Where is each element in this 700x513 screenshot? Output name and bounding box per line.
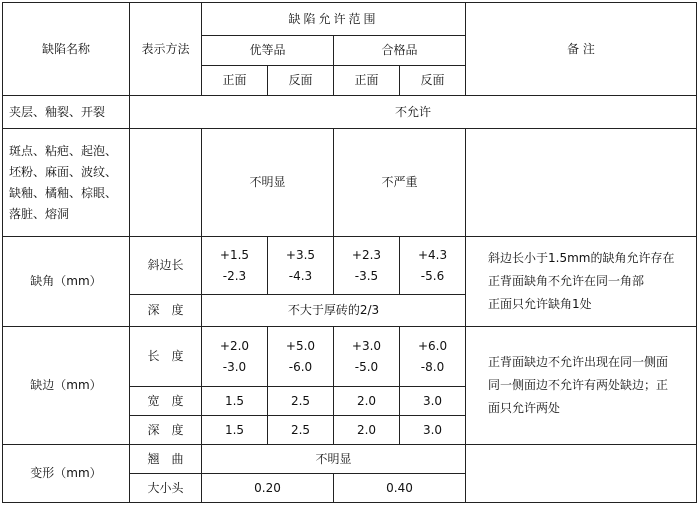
tolerance-upper: +2.0: [219, 338, 250, 353]
deform-size-label: 大小头: [130, 474, 202, 503]
tolerance-upper: +1.5: [219, 247, 250, 262]
tolerance-upper: +2.3: [351, 247, 382, 262]
row-surface-qualified: 不严重: [334, 129, 466, 237]
edge-width-qualified-back: 3.0: [400, 387, 466, 416]
deform-size-qualified: 0.40: [334, 474, 466, 503]
header-qualified-back: 反面: [400, 66, 466, 96]
surface-defects-line: 缺釉、橘釉、棕眼、: [9, 185, 118, 200]
row-surface-method: [130, 129, 202, 237]
corner-depth-label: 深 度: [130, 295, 202, 327]
tolerance-lower: -5.0: [354, 359, 379, 374]
header-premium-front: 正面: [202, 66, 268, 96]
tolerance-upper: +4.3: [417, 247, 448, 262]
edge-depth-premium-front: 1.5: [202, 416, 268, 445]
row-crack-value: 不允许: [130, 96, 697, 129]
tolerance-lower: -3.0: [222, 359, 247, 374]
tolerance-lower: -3.5: [354, 268, 379, 283]
row-crack-name: 夹层、釉裂、开裂: [3, 96, 130, 129]
row-edge-name: 缺边（mm）: [3, 327, 130, 445]
surface-defects-line: 落脏、熔洞: [9, 206, 70, 221]
edge-note-line: 面只允许两处: [488, 400, 561, 415]
tolerance-lower: -6.0: [288, 359, 313, 374]
edge-note-line: 正背面缺边不允许出现在同一侧面: [488, 355, 669, 370]
header-method: 表示方法: [130, 3, 202, 96]
header-defect-name: 缺陷名称: [3, 3, 130, 96]
header-premium-back: 反面: [268, 66, 334, 96]
header-qualified-front: 正面: [334, 66, 400, 96]
tolerance-lower: -4.3: [288, 268, 313, 283]
tolerance-lower: -2.3: [222, 268, 247, 283]
tolerance-upper: +5.0: [285, 338, 316, 353]
row-deform-name: 变形（mm）: [3, 445, 130, 503]
surface-defects-line: 斑点、粘疤、起泡、: [9, 143, 118, 158]
header-allowed-range: 缺陷允许范围: [202, 3, 466, 36]
edge-length-label: 长 度: [130, 327, 202, 387]
deform-warp-value: 不明显: [202, 445, 466, 474]
edge-width-qualified-front: 2.0: [334, 387, 400, 416]
tolerance-upper: +3.0: [351, 338, 382, 353]
surface-defects-line: 坯粉、麻面、波纹、: [9, 164, 118, 179]
edge-note: [466, 327, 697, 445]
edge-width-premium-front: 1.5: [202, 387, 268, 416]
tolerance-upper: +6.0: [417, 338, 448, 353]
header-note: 备 注: [466, 3, 697, 96]
corner-note-line: 斜边长小于1.5mm的缺角允许存在: [488, 251, 675, 266]
tolerance-lower: -5.6: [420, 268, 445, 283]
corner-bevel-premium-back: [268, 237, 334, 295]
edge-depth-qualified-front: 2.0: [334, 416, 400, 445]
corner-bevel-label: 斜边长: [130, 237, 202, 295]
edge-depth-qualified-back: 3.0: [400, 416, 466, 445]
header-qualified-grade: 合格品: [334, 36, 466, 66]
row-corner-name: 缺角（mm）: [3, 237, 130, 327]
row-surface-defects-name: [3, 129, 130, 237]
corner-note-line: 正背面缺角不允许在同一角部: [488, 274, 645, 289]
corner-bevel-qualified-front: [334, 237, 400, 295]
deform-size-premium: 0.20: [202, 474, 334, 503]
deform-warp-label: 翘 曲: [130, 445, 202, 474]
edge-length-premium-back: [268, 327, 334, 387]
edge-width-label: 宽 度: [130, 387, 202, 416]
edge-depth-premium-back: 2.5: [268, 416, 334, 445]
edge-length-qualified-back: [400, 327, 466, 387]
edge-width-premium-back: 2.5: [268, 387, 334, 416]
corner-bevel-qualified-back: [400, 237, 466, 295]
row-surface-note: [466, 129, 697, 237]
header-premium-grade: 优等品: [202, 36, 334, 66]
tolerance-lower: -8.0: [420, 359, 445, 374]
deform-note: [466, 445, 697, 503]
edge-length-premium-front: [202, 327, 268, 387]
corner-note-line: 正面只允许缺角1处: [488, 296, 592, 311]
corner-note: [466, 237, 697, 327]
edge-note-line: 同一侧面边不允许有两处缺边；正: [488, 378, 669, 393]
edge-depth-label: 深 度: [130, 416, 202, 445]
edge-length-qualified-front: [334, 327, 400, 387]
corner-depth-value: 不大于厚砖的2/3: [202, 295, 466, 327]
defect-allowance-table: [2, 2, 697, 503]
corner-bevel-premium-front: [202, 237, 268, 295]
row-surface-premium: 不明显: [202, 129, 334, 237]
tolerance-upper: +3.5: [285, 247, 316, 262]
